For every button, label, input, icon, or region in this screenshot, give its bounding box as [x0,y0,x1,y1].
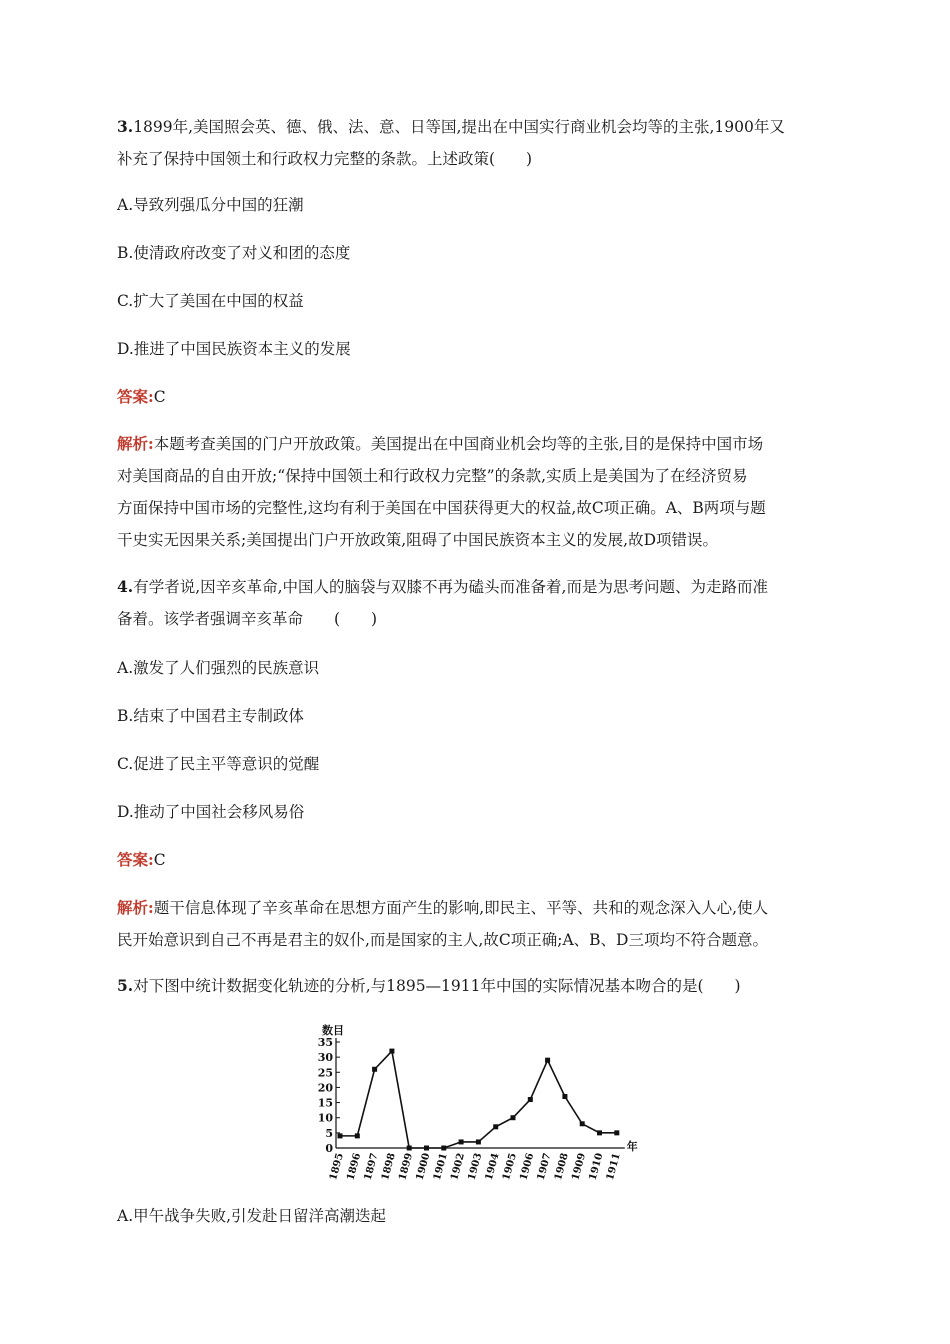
question-3-stem [117,111,833,175]
answer-label: 答案: [117,387,154,406]
analysis-text: 本题考查美国的门户开放政策。美国提出在中国商业机会均等的主张,目的是保持中国市场 [153,435,764,453]
answer-value: C [153,388,166,406]
y-tick-label: 30 [317,1051,333,1065]
x-tick-label: 1896 [345,1151,364,1182]
data-point [407,1146,412,1151]
x-tick-label: 1909 [570,1151,589,1182]
answer-line [117,381,833,413]
option-a: A.甲午战争失败,引发赴日留洋高潮迭起 [117,1207,387,1225]
analysis-text: 方面保持中国市场的完整性,这均有利于美国在中国获得更大的权益,故C项正确。A、B两项与题 [117,499,766,517]
x-tick-label: 1900 [414,1151,433,1182]
option-a: A.导致列强瓜分中国的狂潮 [117,196,304,214]
question-text: 有学者说,因辛亥革命,中国人的脑袋与双膝不再为磕头而准备着,而是为思考问题、为走路而准 [133,578,768,596]
data-point [614,1130,619,1135]
question-text: 对下图中统计数据变化轨迹的分析,与1895—1911年中国的实际情况基本吻合的是( ) [133,977,741,995]
x-tick-label: 1907 [535,1151,554,1182]
analysis-text: 干史实无因果关系;美国提出门户开放政策,阻碍了中国民族资本主义的发展,故D项错误。 [117,531,719,549]
analysis-label: 解析: [117,434,154,453]
answer-value: C [153,851,166,869]
x-tick-label: 1905 [501,1151,519,1182]
question-4-stem [117,571,833,635]
data-point [389,1049,394,1054]
data-point [424,1146,429,1151]
x-tick-label: 1899 [397,1151,416,1182]
option-b: B.结束了中国君主专制政体 [117,707,304,725]
option-b: B.使清政府改变了对义和团的态度 [117,244,351,262]
data-point [459,1139,464,1144]
data-series-line [340,1051,617,1148]
data-point [562,1094,567,1099]
data-point [528,1097,533,1102]
x-tick-label: 1911 [604,1151,623,1182]
analysis-text: 民开始意识到自己不再是君主的奴仆,而是国家的主人,故C项正确;A、B、D三项均不符合题意。 [117,931,768,949]
question-number: 4. [117,577,134,596]
data-point [545,1058,550,1063]
data-point [597,1130,602,1135]
question-number: 3. [117,117,134,136]
data-point [493,1124,498,1129]
x-tick-label: 1895 [328,1151,346,1182]
data-point [511,1115,516,1120]
data-point [372,1067,377,1072]
option-c: C.扩大了美国在中国的权益 [117,292,304,310]
analysis-label: 解析: [117,898,154,917]
x-tick-label: 1908 [552,1151,571,1182]
option-d: D.推动了中国社会移风易俗 [117,803,305,821]
option-d: D.推进了中国民族资本主义的发展 [117,340,351,358]
x-tick-label: 1897 [362,1151,381,1182]
x-tick-label: 1898 [379,1151,398,1182]
x-tick-label: 1902 [449,1151,467,1182]
x-tick-label: 1901 [431,1151,450,1182]
analysis-block [117,428,833,556]
data-point [355,1133,360,1138]
analysis-text: 题干信息体现了辛亥革命在思想方面产生的影响,即民主、平等、共和的观念深入人心,使人 [153,899,769,917]
option-a: A.激发了人们强烈的民族意识 [117,659,320,677]
y-tick-label: 25 [317,1066,333,1080]
x-tick-label: 1904 [483,1151,502,1182]
answer-label: 答案: [117,850,154,869]
x-tick-label: 1906 [518,1151,537,1182]
y-tick-label: 20 [317,1081,333,1095]
x-axis-label: 年 [626,1140,638,1153]
x-tick-label: 1903 [466,1151,485,1182]
question-text: 补充了保持中国领土和行政权力完整的条款。上述政策( ) [117,150,533,168]
question-5-stem [117,970,833,1002]
y-axis-label: 数目 [322,1024,344,1037]
y-tick-label: 5 [325,1126,333,1140]
line-chart [300,1018,650,1188]
question-number: 5. [117,976,134,995]
x-tick-label: 1910 [587,1151,606,1182]
data-point [338,1133,343,1138]
y-tick-label: 15 [317,1096,333,1110]
question-text: 备着。该学者强调辛亥革命 ( ) [117,610,378,628]
data-point [580,1121,585,1126]
analysis-block [117,892,833,956]
y-tick-label: 10 [317,1111,333,1125]
analysis-text: 对美国商品的自由开放;“保持中国领土和行政权力完整”的条款,实质上是美国为了在经济贸易 [117,467,748,485]
option-c: C.促进了民主平等意识的觉醒 [117,755,320,773]
question-text: 1899年,美国照会英、德、俄、法、意、日等国,提出在中国实行商业机会均等的主张,1900年又 [133,118,785,136]
answer-line [117,844,833,876]
y-tick-label: 0 [325,1142,333,1155]
y-tick-label: 35 [317,1036,333,1049]
data-point [476,1139,481,1144]
data-point [441,1146,446,1151]
